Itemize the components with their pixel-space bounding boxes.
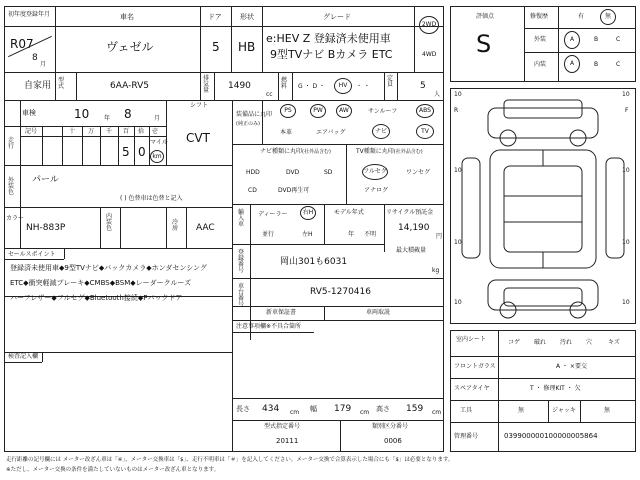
diagram-count-6: 10 xyxy=(622,239,630,246)
jack-value: 無 xyxy=(604,407,611,414)
place-label-10: 拾 xyxy=(138,128,145,135)
inspection-year-unit: 年 xyxy=(104,115,111,122)
shift: CVT xyxy=(186,131,210,145)
selling-point-line-2: ETC◆衝突軽減ブレーキ◆CMBS◆BSM◆レーダークルーズ xyxy=(10,279,192,287)
body-label: 形状 xyxy=(240,13,254,21)
evaluation-label: 評価点 xyxy=(476,13,495,20)
history-label: 修復歴 xyxy=(530,13,549,20)
tv-box-title: TV種類に丸印(社外品含む) xyxy=(356,148,423,155)
height-label: 高さ xyxy=(376,405,390,413)
interior-grade-label: 内装 xyxy=(534,61,547,68)
interior-grade-c: C xyxy=(616,61,621,68)
first-reg-month: 8 xyxy=(32,53,38,63)
import-dealer: ディーラー xyxy=(258,211,288,218)
registration-label: 登録番号 xyxy=(238,249,245,274)
fuel-options: G ・ D ・ xyxy=(298,83,325,90)
seat-item-stain: 汚れ xyxy=(560,339,573,346)
color-code-label: カラー xyxy=(6,215,25,222)
exterior-label: 外装色 xyxy=(8,177,15,196)
diagram-count-2: 10 xyxy=(622,91,630,98)
model-label: 型式 xyxy=(58,77,65,90)
color-code: NH-883P xyxy=(26,223,66,233)
place-label-10k: 十 xyxy=(69,128,76,135)
equip-airbag: エアバッグ xyxy=(316,129,346,136)
class-number: 0006 xyxy=(384,437,402,445)
diagram-count-4: 10 xyxy=(622,167,630,174)
history-yes: 有 xyxy=(578,13,585,20)
length: 434 xyxy=(262,404,280,414)
diagram-f-label: F xyxy=(625,107,629,114)
equip-pw: PW xyxy=(310,104,326,118)
unit-mile: マイル xyxy=(150,139,168,146)
doors: 5 xyxy=(212,40,220,54)
type-number-label: 型式指定番号 xyxy=(264,423,301,430)
car-name: ヴェゼル xyxy=(106,40,154,54)
seat-label: 室内シート xyxy=(456,336,487,343)
handle-right-selected: 右H xyxy=(300,206,316,220)
inspection-month-unit: 月 xyxy=(154,115,161,122)
registration-plate: 岡山301も6031 xyxy=(280,257,348,267)
usage: 自家用 xyxy=(24,81,52,91)
grade-label: グレード xyxy=(323,13,351,21)
tv-analog: アナログ xyxy=(364,187,389,194)
model: 6AA-RV5 xyxy=(110,81,149,91)
handle-left: 左H xyxy=(302,231,313,238)
diagram-count-5: 10 xyxy=(454,239,462,246)
inspection-year: 10 xyxy=(74,107,90,121)
diagram-count-8: 10 xyxy=(622,299,630,306)
glass-value: A ・ ×要交 xyxy=(556,363,587,370)
place-label-1k: 千 xyxy=(106,128,113,135)
interior-color-label: 内装色 xyxy=(106,213,113,232)
interior-grade-a-selected: A xyxy=(564,55,580,73)
place-label-man: 万 xyxy=(88,128,95,135)
diagram-count-1: 10 xyxy=(454,91,462,98)
navi-cd: CD xyxy=(248,187,257,194)
length-label: 長さ xyxy=(236,405,250,413)
ac: AAC xyxy=(196,223,215,233)
recycle-yen: 円 xyxy=(436,233,443,240)
grade-line1: e:HEV Z 登録済未使用車 xyxy=(266,32,391,45)
navi-dvd-play: DVD再生可 xyxy=(278,187,310,194)
selling-point-line-1: 登録済未使用車◆9型TVナビ◆バックカメラ◆ホンダセンシング xyxy=(10,264,207,272)
glass-label: フロントガラス xyxy=(454,363,496,370)
seat-item-tear: 破れ xyxy=(534,339,547,346)
load-unit: kg xyxy=(432,267,440,274)
width-unit: cm xyxy=(360,409,370,416)
navi-sd: SD xyxy=(324,169,333,176)
equipment-sub: (純正のみ) xyxy=(236,121,260,127)
place-label-100: 百 xyxy=(123,128,130,135)
body-type: HB xyxy=(238,40,256,54)
interior-grade-b: B xyxy=(594,61,599,68)
ac-label: 冷房 xyxy=(172,219,179,232)
load-label: 最大積載量 xyxy=(396,247,427,254)
car-outline-diagram xyxy=(450,88,636,324)
door-label: ドア xyxy=(208,13,222,21)
width-label: 幅 xyxy=(310,405,317,413)
seat-item-burn: コゲ xyxy=(508,339,521,346)
fuel-label: 燃料 xyxy=(281,77,288,90)
chassis-label: 車台番号 xyxy=(238,283,245,308)
height-unit: cm xyxy=(432,409,442,416)
first-reg-label: 初年度登録年月 xyxy=(8,11,51,18)
type-number: 20111 xyxy=(276,437,299,445)
equipment-label: 装備品に丸印 xyxy=(236,111,273,118)
first-reg-month-unit: 月 xyxy=(40,61,47,68)
width: 179 xyxy=(334,404,352,414)
tv-fullseg-selected: フルセグ xyxy=(362,164,388,180)
grade-line2: 9型TVナビ Bカメラ ETC xyxy=(270,48,393,61)
inspector-label: 検査記入欄 xyxy=(8,353,39,360)
selling-point-line-3: ハーフレザー◆フルセグ◆Bluetooth接続◆Pバックドア xyxy=(10,294,183,302)
exterior-grade-c: C xyxy=(616,36,621,43)
exterior-note: ( ) 色替車は色替と記入 xyxy=(120,195,183,202)
fuel-hv-selected: HV xyxy=(334,78,352,94)
equip-leather: 本革 xyxy=(280,129,293,136)
capacity-label: 定員 xyxy=(387,75,394,88)
car-name-label: 車名 xyxy=(120,13,134,21)
exterior-grade-b: B xyxy=(594,36,599,43)
exterior-grade-label: 外装 xyxy=(534,36,547,43)
equip-abs: ABS xyxy=(416,104,434,118)
recycle-label: リサイクル預託金 xyxy=(386,209,434,216)
selling-points-label: セールスポイント xyxy=(8,251,56,258)
spare-value: T ・ 修理KIT ・ 欠 xyxy=(530,385,581,392)
capacity: 5 xyxy=(420,81,426,91)
place-label-1: 壱 xyxy=(152,128,159,135)
equip-tv: TV xyxy=(416,124,434,139)
footer-line-2: ※ただし、メーター交換の条件を満たしていないものはメーター改ざん車となります。 xyxy=(6,467,220,473)
history-no-selected: 無 xyxy=(600,9,616,25)
cc-unit: cc xyxy=(266,91,273,98)
inspection-label: 車検 xyxy=(22,109,36,117)
exterior-grade-a-selected: A xyxy=(564,31,580,49)
length-unit: cm xyxy=(290,409,300,416)
shift-label: シフト xyxy=(190,102,209,109)
height: 159 xyxy=(406,404,424,414)
manual-label: 車両取説 xyxy=(366,309,391,316)
capacity-unit: 人 xyxy=(434,91,441,98)
equip-navi: ナビ xyxy=(372,124,390,139)
model-year-label: モデル年式 xyxy=(334,209,364,216)
mileage-label: 走行 xyxy=(8,137,15,150)
fuel-tail: ・ ・ xyxy=(356,83,370,90)
notice-label: 注意事項欄※不具合箇所 xyxy=(236,323,302,330)
class-number-label: 類別区分番号 xyxy=(372,423,409,430)
model-year-unknown: 不明 xyxy=(364,231,377,238)
diagram-r-label: R xyxy=(454,107,459,114)
import-parallel: 並行 xyxy=(262,231,275,238)
footer-line-1: 走行距離の記号欄には メーター改ざん車は「※」、メーター交換車は「$」、走行不明車は「＃」を記入してください。メーター交換で合算表示した場合にも「$」は必要となります。 xyxy=(6,457,454,463)
displacement: 1490 xyxy=(228,81,251,91)
seat-item-hole: 穴 xyxy=(586,339,593,346)
navi-dvd: DVD xyxy=(286,169,300,176)
diagram-count-3: 10 xyxy=(454,167,462,174)
model-year-unit: 年 xyxy=(348,231,355,238)
mileage-digit-tens: 0 xyxy=(138,145,146,159)
drive-4wd: 4WD xyxy=(422,51,437,58)
warranty-label: 新車保証書 xyxy=(266,309,297,316)
equip-aw: AW xyxy=(336,104,352,118)
navi-hdd: HDD xyxy=(246,169,260,176)
jack-label: ジャッキ xyxy=(552,407,576,414)
drive-2wd-selected: 2WD xyxy=(419,16,439,34)
diagram-count-7: 10 xyxy=(454,299,462,306)
tool-value: 無 xyxy=(518,407,525,414)
spare-label: スペアタイヤ xyxy=(454,385,490,392)
tool-label: 工具 xyxy=(460,407,473,414)
displacement-label: 排気量 xyxy=(203,75,210,94)
recycle-value: 14,190 xyxy=(398,223,430,233)
place-label-symbol: 記号 xyxy=(25,128,38,135)
unit-km-selected: km xyxy=(150,150,164,163)
import-label: 輸入車 xyxy=(238,209,245,228)
evaluation-score: S xyxy=(476,30,492,58)
manage-number: 039900000100000005864 xyxy=(504,432,598,440)
equip-ps: PS xyxy=(280,104,296,118)
inspection-month: 8 xyxy=(124,107,132,121)
exterior-color: パール xyxy=(32,175,59,185)
manage-label: 管理番号 xyxy=(454,433,479,440)
equip-sunroof: サンルーフ xyxy=(368,108,398,115)
navi-box-title: ナビ種類に丸印(社外品含む) xyxy=(260,148,331,155)
first-reg-era: R07 xyxy=(10,37,34,51)
seat-item-scratch: キズ xyxy=(608,339,620,346)
tv-oneseg: ワンセグ xyxy=(406,169,431,176)
chassis-number: RV5-1270416 xyxy=(310,287,371,297)
mileage-digit-hundreds: 5 xyxy=(122,145,130,159)
